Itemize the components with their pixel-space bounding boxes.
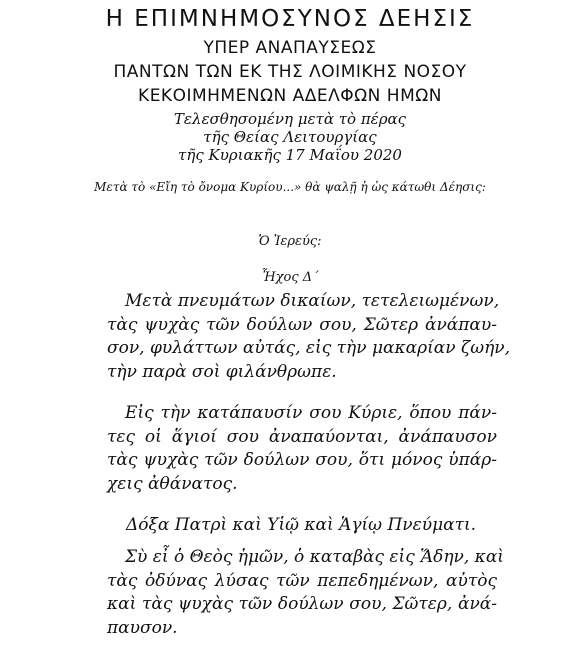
subtitle-line-2: ΠΑΝΤΩΝ ΤΩΝ ΕΚ ΤΗΣ ΛΟΙΜΙΚΗΣ ΝΟΣΟΥ bbox=[113, 62, 467, 82]
paragraph-2-line-2: τες οἱ ἅγιοί σου ἀναπαύονται, ἀνάπαυσον bbox=[107, 426, 497, 447]
paragraph-4-line-1: Σὺ εἶ ὁ Θεὸς ἡμῶν, ὁ καταβὰς εἰς Ἅδην, καὶ bbox=[125, 547, 504, 567]
prayer-paragraph-4 bbox=[107, 546, 504, 640]
document-title: Η ΕΠΙΜΝΗΜΟΣΥΝΟΣ ΔΕΗΣΙΣ bbox=[105, 6, 475, 32]
speaker-label: Ὁ Ἱερεύς: bbox=[258, 234, 322, 249]
paragraph-1-line-3: σον, φυλάττων αὐτάς, εἰς τὴν μακαρίαν ζωήν, bbox=[107, 338, 510, 358]
dedication-line-1: Τελεσθησομένη μετὰ τὸ πέρας bbox=[173, 110, 407, 128]
paragraph-2-line-1: Εἰς τὴν κατάπαυσίν σου Κύριε, ὅπου πάν- bbox=[125, 403, 497, 423]
instruction-text: Μετὰ τὸ «Εἴη τὸ ὄνομα Κυρίου...» θὰ ψαλῇ ἡ ὡς κάτωθι Δέησις: bbox=[94, 180, 486, 194]
doxology-line: Δόξα Πατρὶ καὶ Υἱῷ καὶ Ἁγίῳ Πνεύματι. bbox=[126, 515, 477, 535]
subtitle-line-3: ΚΕΚΟΙΜΗΜΕΝΩΝ ΑΔΕΛΦΩΝ ΗΜΩΝ bbox=[138, 86, 442, 106]
prayer-paragraph-1 bbox=[107, 290, 510, 384]
paragraph-1-line-2: τὰς ψυχὰς τῶν δούλων σου, Σῶτερ ἀνάπαυ- bbox=[107, 314, 497, 335]
paragraph-2-line-4: χεις ἀθάνατος. bbox=[107, 473, 238, 494]
paragraph-1-line-1: Μετὰ πνευμάτων δικαίων, τετελειωμένων, bbox=[125, 291, 500, 311]
tone-label: Ἦχος Δ´ bbox=[261, 270, 319, 285]
paragraph-2-line-3: τὰς ψυχὰς τῶν δούλων σου, ὅτι μόνος ὑπάρ- bbox=[107, 450, 497, 470]
paragraph-4-line-3: καὶ τὰς ψυχὰς τῶν δούλων σου, Σῶτερ, ἀνά- bbox=[107, 594, 497, 614]
dedication-line-3: τῆς Κυριακῆς 17 Μαΐου 2020 bbox=[178, 146, 402, 164]
subtitle-line-1: ΥΠΕΡ ΑΝΑΠΑΥΣΕΩΣ bbox=[203, 38, 377, 58]
doxology-paragraph bbox=[126, 514, 486, 538]
paragraph-1-line-4: τὴν παρὰ σοὶ φιλάνθρωπε. bbox=[107, 361, 337, 382]
prayer-paragraph-2 bbox=[107, 402, 497, 496]
paragraph-4-line-4: παυσον. bbox=[107, 617, 178, 638]
dedication-line-2: τῆς Θείας Λειτουργίας bbox=[203, 128, 377, 146]
paragraph-4-line-2: τὰς ὀδύνας λύσας τῶν πεπεδημένων, αὐτὸς bbox=[107, 570, 497, 591]
